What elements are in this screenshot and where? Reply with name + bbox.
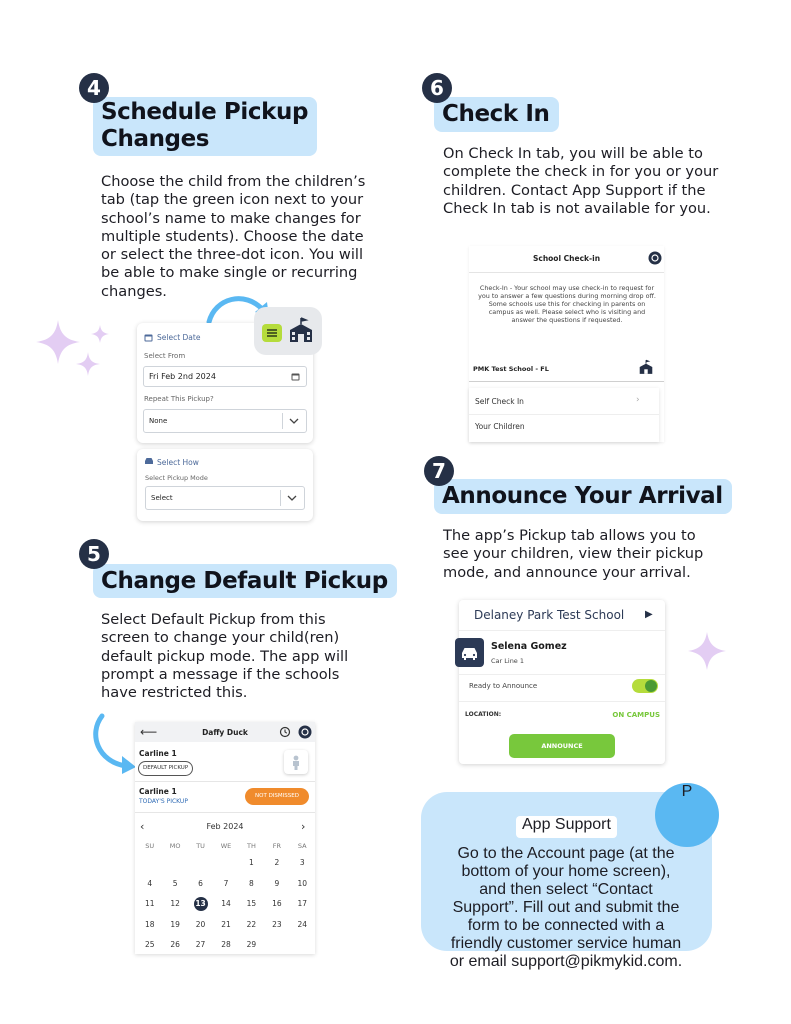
support-instructions: Go to the Account page (at the bottom of your home screen), and then select “Contact Support”. Fill out and submit the form to be connected with a friendly customer service human or email bbox=[449, 845, 682, 970]
child-name: Selena Gomez bbox=[491, 641, 567, 652]
calendar-day[interactable]: 15 bbox=[246, 899, 257, 908]
calendar-day[interactable]: 16 bbox=[272, 899, 282, 908]
child2-name: Carline 1 bbox=[139, 787, 177, 796]
calendar-icon bbox=[291, 372, 300, 381]
calendar-day[interactable]: 27 bbox=[195, 940, 206, 949]
school-building-icon bbox=[638, 359, 654, 375]
weekday: TH bbox=[246, 842, 256, 850]
back-arrow-icon[interactable]: ⟵ bbox=[140, 725, 158, 739]
calendar-day[interactable]: 24 bbox=[297, 919, 308, 929]
step-4-number: 4 bbox=[79, 73, 109, 103]
menu-icon bbox=[262, 324, 282, 342]
chevron-down-icon bbox=[287, 495, 297, 501]
car-icon bbox=[455, 638, 484, 667]
calendar-day-selected[interactable] bbox=[188, 894, 213, 915]
sparkle-decoration-right bbox=[688, 632, 726, 670]
repeat-label: Repeat This Pickup? bbox=[144, 395, 214, 403]
calendar-month: Feb 2024 bbox=[206, 822, 244, 831]
weekday: FR bbox=[272, 842, 281, 850]
repeat-select-value: None bbox=[149, 417, 168, 425]
divider bbox=[469, 272, 664, 273]
green-menu-button[interactable] bbox=[262, 324, 282, 342]
calendar-day[interactable]: 6 bbox=[198, 878, 203, 888]
calendar-day[interactable]: 2 bbox=[274, 858, 280, 867]
calendar-day[interactable]: 17 bbox=[297, 899, 308, 908]
pickup-mode-label: Select Pickup Mode bbox=[145, 474, 208, 482]
step-6-text: On Check In tab, you will be able to complete the check in for you or your children. Contact App Support if the Check In tab is not available for you. bbox=[443, 145, 719, 217]
calendar-day[interactable]: 28 bbox=[221, 940, 231, 949]
step-4-title bbox=[93, 97, 317, 156]
next-month-icon[interactable]: › bbox=[301, 820, 306, 833]
calendar-icon bbox=[144, 333, 153, 342]
pikmykid-logo: P bbox=[655, 783, 719, 847]
checkin-school-name: PMK Test School - FL bbox=[473, 365, 549, 373]
repeat-select[interactable] bbox=[143, 409, 307, 433]
calendar-day[interactable]: 25 bbox=[144, 940, 155, 949]
support-title: App Support bbox=[516, 816, 617, 838]
select-how-label: Select How bbox=[157, 458, 199, 467]
calendar-day[interactable]: 18 bbox=[144, 919, 155, 929]
calendar-day[interactable]: 12 bbox=[170, 899, 180, 908]
divider bbox=[135, 812, 315, 813]
calendar-day[interactable]: 21 bbox=[221, 919, 231, 929]
settings-badge-icon[interactable] bbox=[648, 251, 662, 265]
calendar-day[interactable]: 14 bbox=[221, 899, 231, 908]
chevron-down-icon bbox=[289, 418, 299, 424]
car-mode-badge bbox=[455, 638, 484, 667]
weekday: MO bbox=[169, 842, 181, 850]
step-5-text: Select Default Pickup from this screen to change your child(ren) default pickup mode. The app will prompt a message if the schools have restricted this. bbox=[101, 611, 349, 702]
weekday: SA bbox=[297, 842, 307, 850]
announce-school-name: Delaney Park Test School bbox=[474, 608, 625, 622]
step-7-text: The app’s Pickup tab allows you to see your children, view their pickup mode, and announce your arrival. bbox=[443, 527, 704, 581]
pickup-mode-value: Select bbox=[151, 494, 173, 502]
history-icon[interactable] bbox=[279, 726, 291, 738]
calendar-day[interactable] bbox=[264, 935, 289, 956]
calendar-day[interactable] bbox=[137, 853, 162, 874]
divider bbox=[459, 701, 665, 702]
arrow-icon bbox=[86, 712, 138, 774]
select-from-label: Select From bbox=[144, 352, 186, 360]
step-6-title: Check In bbox=[434, 97, 559, 132]
step-6-number: 6 bbox=[422, 73, 452, 103]
calendar-day[interactable]: 22 bbox=[246, 919, 257, 929]
default-pickup-button[interactable]: DEFAULT PICKUP bbox=[138, 761, 193, 776]
support-text bbox=[446, 845, 686, 971]
weekday: TU bbox=[196, 842, 205, 850]
calendar-day[interactable]: 23 bbox=[272, 919, 282, 929]
step-4-title-line1: Schedule Pickup bbox=[101, 99, 309, 125]
settings-badge-icon[interactable] bbox=[298, 725, 312, 739]
calendar-days bbox=[137, 853, 315, 956]
pickup-mode-select[interactable] bbox=[145, 486, 305, 510]
divider bbox=[469, 414, 659, 415]
toggle-knob bbox=[645, 680, 657, 692]
calendar-day[interactable] bbox=[290, 935, 315, 956]
location-label: LOCATION: bbox=[465, 711, 502, 718]
step-5-title: Change Default Pickup bbox=[93, 564, 397, 598]
calendar-day[interactable]: 5 bbox=[172, 878, 178, 888]
divider bbox=[469, 381, 664, 382]
calendar-day[interactable]: 4 bbox=[147, 878, 153, 888]
divider bbox=[459, 674, 665, 675]
sparkle-decoration-left bbox=[36, 320, 112, 382]
calendar-day[interactable]: 20 bbox=[195, 919, 206, 929]
calendar-day[interactable]: 11 bbox=[144, 899, 155, 908]
child-icon bbox=[284, 750, 308, 774]
step-4-title-line2: Changes bbox=[101, 126, 210, 152]
weekday: WE bbox=[220, 842, 232, 850]
ready-toggle[interactable] bbox=[632, 679, 658, 693]
calendar-day[interactable] bbox=[162, 853, 187, 874]
calendar-day[interactable]: 1 bbox=[249, 858, 254, 867]
weekday: SU bbox=[145, 842, 155, 850]
divider bbox=[135, 781, 315, 782]
ready-label: Ready to Announce bbox=[469, 682, 538, 690]
school-building-icon bbox=[287, 316, 315, 344]
chevron-right-icon: › bbox=[636, 395, 640, 405]
calendar-day[interactable]: 19 bbox=[170, 919, 180, 929]
date-input-value: Fri Feb 2nd 2024 bbox=[149, 372, 216, 381]
calendar-day[interactable]: 8 bbox=[249, 878, 254, 888]
selected-day-marker: 13 bbox=[194, 897, 208, 911]
prev-month-icon[interactable]: ‹ bbox=[140, 820, 145, 833]
child-pickup-mode: Car Line 1 bbox=[491, 657, 525, 665]
calendar-day[interactable]: 3 bbox=[299, 858, 305, 867]
announce-button[interactable]: ANNOUNCE bbox=[509, 734, 615, 758]
calendar-day[interactable] bbox=[213, 853, 238, 874]
location-value: ON CAMPUS bbox=[612, 711, 660, 719]
calendar-day[interactable]: 26 bbox=[170, 940, 180, 949]
support-email-link[interactable]: support@pikmykid.com bbox=[511, 953, 678, 970]
todays-pickup-link[interactable]: TODAY'S PICKUP bbox=[139, 798, 188, 805]
child-name-header: Daffy Duck bbox=[202, 728, 248, 737]
calendar-day[interactable]: 9 bbox=[274, 878, 280, 888]
step-7-number: 7 bbox=[424, 456, 454, 486]
checkin-title: School Check-in bbox=[532, 254, 601, 263]
select-date-label: Select Date bbox=[157, 333, 201, 342]
step-5-number: 5 bbox=[79, 539, 109, 569]
calendar-day[interactable] bbox=[188, 853, 213, 874]
step-7-title: Announce Your Arrival bbox=[434, 479, 732, 514]
not-dismissed-badge: NOT DISMISSED bbox=[245, 788, 309, 805]
car-icon bbox=[144, 457, 154, 465]
child1-name: Carline 1 bbox=[139, 749, 177, 758]
calendar-day[interactable]: 10 bbox=[297, 878, 308, 888]
child-avatar-button[interactable] bbox=[284, 750, 308, 774]
date-input[interactable] bbox=[143, 366, 307, 387]
step-4-text: Choose the child from the children’s tab (tap the green icon next to your school’s name to make changes for multiple students). Choose the date or select the three-dot icon. You will be able to make single or recurring changes. bbox=[101, 173, 366, 300]
expand-arrow-icon[interactable]: ▶ bbox=[645, 609, 653, 620]
support-period: . bbox=[677, 953, 683, 970]
calendar-day[interactable]: 29 bbox=[246, 940, 257, 949]
self-checkin-option[interactable]: Self Check In bbox=[475, 397, 524, 406]
calendar-day[interactable]: 7 bbox=[223, 878, 229, 888]
checkin-description: Check-In - Your school may use check-in to request for you to answer a few questions during morning drop off. Some schools use this for checking in parents on campus as well. Please select who is visiting and answer the questions if requested. bbox=[478, 284, 656, 324]
divider bbox=[459, 630, 665, 631]
your-children-option[interactable]: Your Children bbox=[475, 422, 525, 431]
